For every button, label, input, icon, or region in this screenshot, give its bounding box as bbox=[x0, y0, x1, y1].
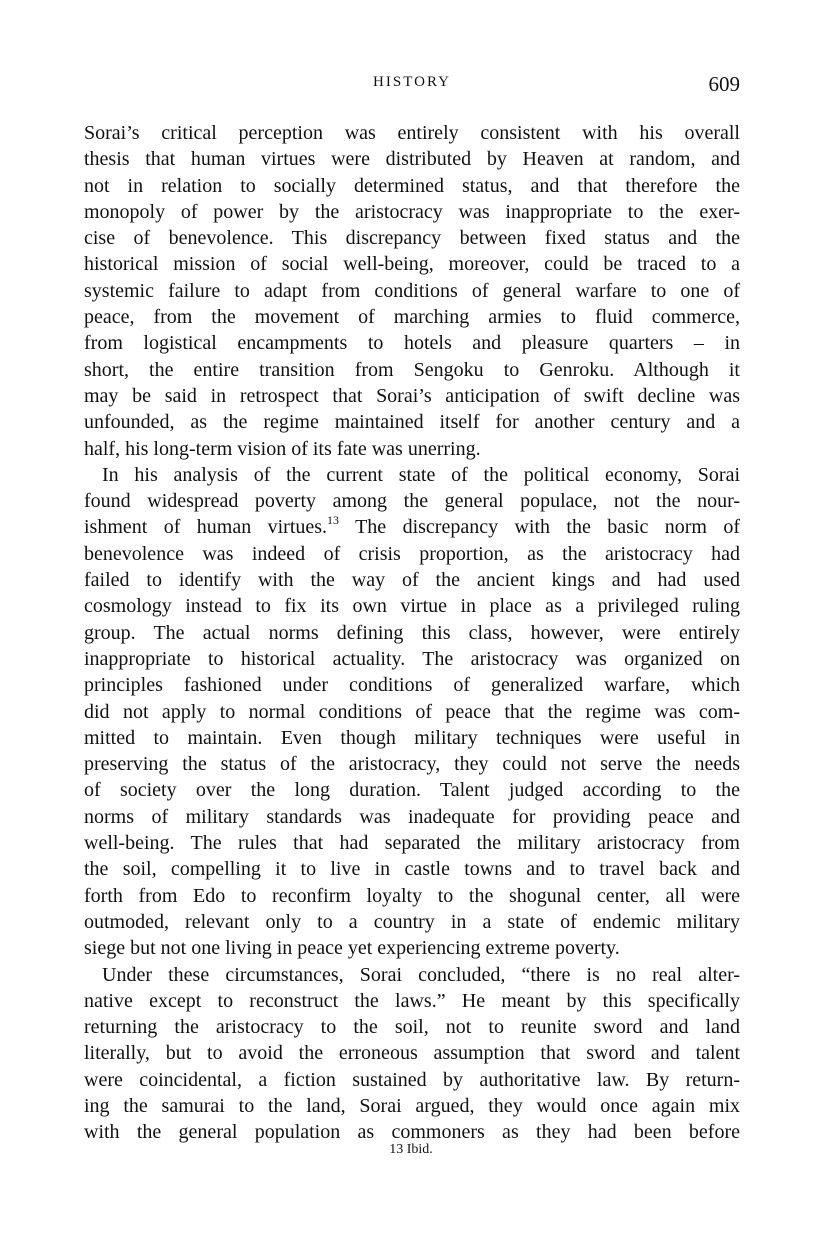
running-title: HISTORY bbox=[373, 74, 451, 90]
text-line: cosmology instead to fix its own virtue in place as a privileged ruling bbox=[84, 595, 740, 618]
text-line: siege but not one living in peace yet experiencing extreme poverty. bbox=[84, 937, 620, 960]
text-line: monopoly of power by the aristocracy was inappropriate to the exer- bbox=[84, 200, 740, 223]
text-line: may be said in retrospect that Sorai’s anticipation of swift decline was bbox=[84, 384, 740, 407]
text-line: systemic failure to adapt from conditions of general warfare to one of bbox=[84, 279, 740, 302]
text-line: forth from Edo to reconfirm loyalty to the shogunal center, all were bbox=[84, 884, 740, 907]
paragraph-2 bbox=[84, 462, 740, 962]
text-line: half, his long-term vision of its fate was unerring. bbox=[84, 437, 481, 460]
text-line: ing the samurai to the land, Sorai argued, they would once again mix bbox=[84, 1094, 740, 1117]
text-line-with-footnote-ref bbox=[84, 514, 740, 540]
text-line: unfounded, as the regime maintained itself for another century and a bbox=[84, 411, 740, 434]
text-segment: ishment of human virtues. bbox=[84, 516, 328, 539]
text-line: norms of military standards was inadequate for providing peace and bbox=[84, 805, 740, 828]
paragraph-3 bbox=[84, 962, 740, 1146]
text-line: mitted to maintain. Even though military techniques were useful in bbox=[84, 726, 740, 749]
footnote-reference[interactable]: 13 bbox=[327, 512, 340, 527]
text-line: thesis that human virtues were distributed by Heaven at random, and bbox=[84, 148, 740, 171]
text-line: literally, but to avoid the erroneous assumption that sword and talent bbox=[84, 1042, 740, 1065]
text-line: failed to identify with the way of the ancient kings and had used bbox=[84, 569, 740, 592]
text-line: historical mission of social well-being, moreover, could be traced to a bbox=[84, 253, 740, 276]
text-line: In his analysis of the current state of the political economy, Sorai bbox=[102, 463, 740, 486]
paragraph-1 bbox=[84, 120, 740, 462]
text-line: cise of benevolence. This discrepancy between fixed status and the bbox=[84, 227, 740, 250]
text-line: native except to reconstruct the laws.” He meant by this specifically bbox=[84, 989, 740, 1012]
text-line: returning the aristocracy to the soil, not to reunite sword and land bbox=[84, 1016, 740, 1039]
text-line: principles fashioned under conditions of generalized warfare, which bbox=[84, 674, 740, 697]
text-line: not in relation to socially determined status, and that therefore the bbox=[84, 174, 740, 197]
text-line: outmoded, relevant only to a country in a state of endemic military bbox=[84, 910, 740, 933]
text-line: preserving the status of the aristocracy, they could not serve the needs bbox=[84, 753, 740, 776]
text-segment: The discrepancy with the basic norm of bbox=[339, 516, 741, 539]
text-line: inappropriate to historical actuality. The aristocracy was organized on bbox=[84, 647, 740, 670]
text-line: Under these circumstances, Sorai concluded, “there is no real alter- bbox=[102, 963, 740, 986]
text-line: well-being. The rules that had separated the military aristocracy from bbox=[84, 832, 740, 855]
text-line: of society over the long duration. Talent judged according to the bbox=[84, 779, 740, 802]
text-line: were coincidental, a fiction sustained by authoritative law. By return- bbox=[84, 1068, 740, 1091]
text-line: from logistical encampments to hotels and pleasure quarters – in bbox=[84, 332, 740, 355]
text-line: did not apply to normal conditions of peace that the regime was com- bbox=[84, 700, 740, 723]
page-number: 609 bbox=[708, 72, 740, 96]
text-line: with the general population as commoners as they had been before bbox=[84, 1121, 740, 1144]
text-line: peace, from the movement of marching armies to fluid commerce, bbox=[84, 306, 740, 329]
text-line: the soil, compelling it to live in castle towns and to travel back and bbox=[84, 858, 740, 881]
running-head bbox=[84, 72, 740, 94]
body-text bbox=[84, 120, 740, 1146]
footnote: 13 Ibid. bbox=[389, 1142, 433, 1157]
text-line: Sorai’s critical perception was entirely consistent with his overall bbox=[84, 122, 740, 144]
text-line: benevolence was indeed of crisis proportion, as the aristocracy had bbox=[84, 542, 740, 565]
text-line: short, the entire transition from Sengoku to Genroku. Although it bbox=[84, 358, 740, 381]
text-line: group. The actual norms defining this class, however, were entirely bbox=[84, 621, 740, 644]
text-line: found widespread poverty among the general populace, not the nour- bbox=[84, 490, 740, 513]
